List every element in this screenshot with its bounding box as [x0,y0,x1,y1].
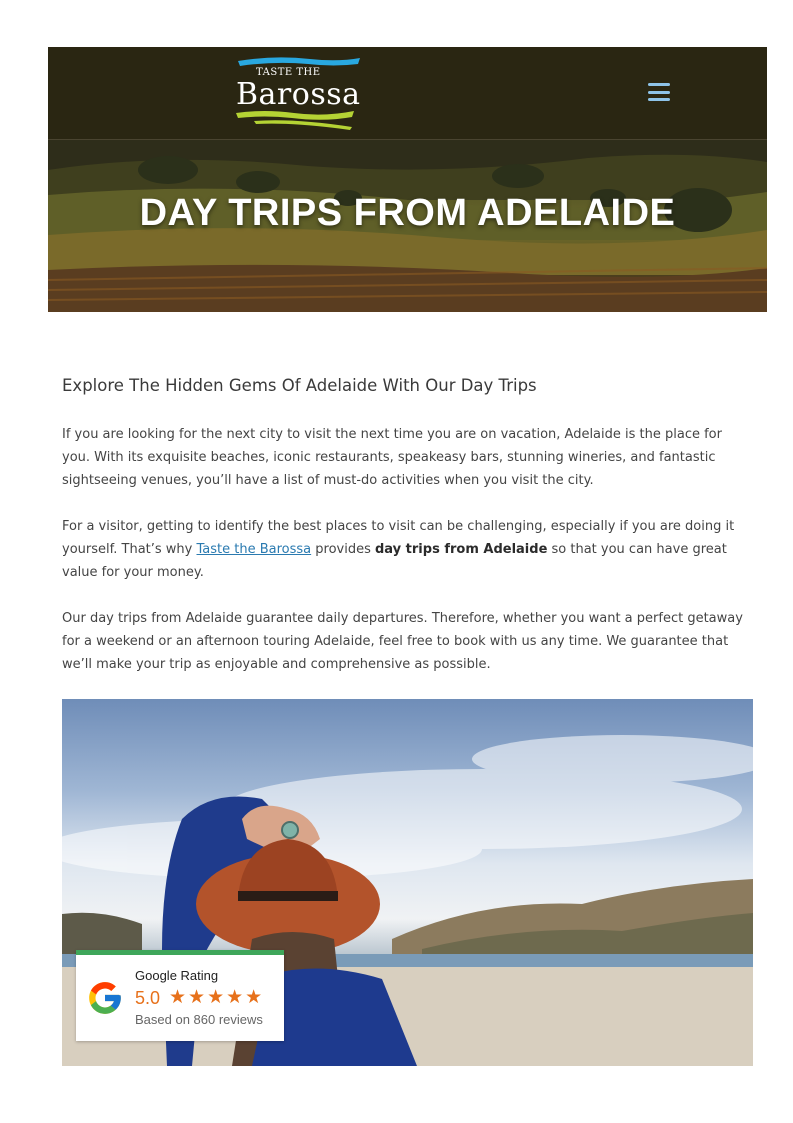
site-logo[interactable] [234,55,364,131]
departures-paragraph: Our day trips from Adelaide guarantee daily departures. Therefore, whether you want a perfect getaway for a weekend or an afternoon touring Adelaide, feel free to book with us any time. We guarantee that we’ll make your trip as enjoyable and comprehensive as possible. [62,611,743,672]
menu-bar [648,98,670,101]
review-count: Based on 860 reviews [135,1012,263,1027]
hamburger-menu-icon[interactable] [648,83,670,101]
paragraph-text: provides [311,542,375,557]
menu-bar [648,83,670,86]
hero-banner [48,140,767,312]
logo-tagline: TASTE THE [256,67,321,78]
paragraph-text: so that you can have great value for your money. [62,542,727,580]
highlight-text: day trips from Adelaide [375,542,548,557]
taste-the-barossa-link[interactable]: Taste the Barossa [196,542,312,557]
logo-wordmark: Barossa [236,77,361,112]
site-header [48,47,767,140]
page-title: DAY TRIPS FROM ADELAIDE [139,192,676,234]
google-logo-icon [86,979,124,1017]
google-rating-badge[interactable] [76,950,284,1041]
rating-score: 5.0 [135,988,161,1008]
main-content [62,376,754,699]
menu-bar [648,91,670,94]
visitor-paragraph [62,515,754,584]
rating-title: Google Rating [135,968,219,983]
intro-paragraph: If you are looking for the next city to visit the next time you are on vacation, Adelaide is the place for you. With its exquisite beaches, iconic restaurants, speakeasy bars, stunning wineries, and fantastic sightseeing venues, you’ll have a list of must-do activities when you visit the city. [62,427,722,488]
paragraph-text: For a visitor, getting to identify the best places to visit can be challenging, especially if you are doing it yourself. That’s why [62,519,735,557]
star-rating-icon: ★★★★★ [169,987,265,1008]
section-heading: Explore The Hidden Gems Of Adelaide With Our Day Trips [62,376,537,395]
